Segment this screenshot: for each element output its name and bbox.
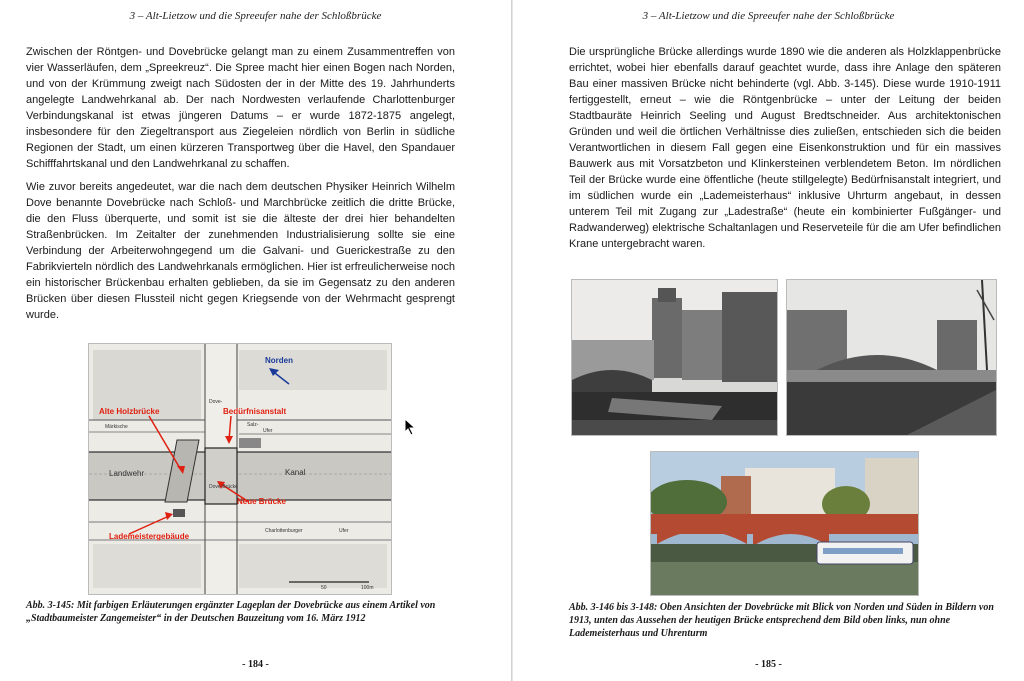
paragraph: Wie zuvor bereits angedeutet, war die nach dem deutschen Physiker Heinrich Wilhelm Dove benannte Dovebrücke nach Schloß- und Marchbrücke zeitlich die dritte Brücke, die den Fluss überquerte, und somit ist sie die älteste der drei hier behandelten Straßenbrücken. Im Zeitalter der zunehmenden Industrialisierung sollte sie eine Verbindung der Arbeiterwohngegend um die Galvani- und Guerickestraße zu den Fabrikvierteln nördlich des Landwehrkanals ermöglichen. Hier ist erfreulicherweise noch ein historischer Brückenbau erhalten geblieben, da sie im Gegensatz zu den anderen Brücken über diesen Flussteil nicht gegen Kriegsende von der Wehrmacht gesprengt wurde. <box>26 181 455 321</box>
right-page <box>513 0 1024 681</box>
mouse-cursor-icon <box>404 418 416 436</box>
left-body-text <box>26 44 455 330</box>
page-number-right: - 185 - <box>755 659 782 670</box>
map-label-maerkische: Märkische <box>105 424 128 430</box>
left-page <box>0 0 511 681</box>
running-header-right: 3 – Alt-Lietzow und die Spreeufer nahe der Schloßbrücke <box>642 10 895 22</box>
figure-caption-left: Abb. 3-145: Mit farbigen Erläuterungen ergänzter Lageplan der Dovebrücke aus einem Artikel von „Stadtbaumeister Zangemeister“ in der Deutschen Bauzeitung vom 16. März 1912 <box>26 600 436 624</box>
map-scale-100: 100m <box>361 585 374 591</box>
figure-caption-right: Abb. 3-146 bis 3-148: Oben Ansichten der Dovebrücke mit Blick von Norden und Süden in Bildern von 1913, unten das Aussehen der heutigen Brücke entsprechend dem Bild oben links, nun ohne Lademeisterhaus und Uhrenturm <box>569 602 994 639</box>
map-label-norden: Norden <box>265 356 293 365</box>
map-label-ufer-lower: Ufer <box>339 528 349 534</box>
running-header-left: 3 – Alt-Lietzow und die Spreeufer nahe der Schloßbrücke <box>129 10 382 22</box>
map-label-charlottenburger: Charlottenburger <box>265 528 303 534</box>
historic-photo-south <box>786 279 997 436</box>
modern-photo-bridge <box>650 451 919 596</box>
map-scale-50: 50 <box>321 585 327 591</box>
site-plan-figure <box>88 343 392 595</box>
map-label-dove-bruecke: Dove-Brücke <box>209 484 238 490</box>
map-label-salz: Salz- <box>247 422 259 428</box>
map-label-ufer: Ufer <box>263 428 273 434</box>
map-label-beduerfnisanstalt: Bedürfnisanstalt <box>223 407 287 416</box>
map-label-landwehr: Landwehr <box>109 469 145 478</box>
right-body-text <box>569 44 1001 259</box>
paragraph: Zwischen der Röntgen- und Dovebrücke gelangt man zu einem Zusammentreffen von vier Wasserläufen, dem „Spreekreuz“. Die Spree macht hier einen Bogen nach Norden, und von der Krümmung zweigt nach Südosten der in der Mitte des 19. Jahrhunderts angelegte Landwehrkanal ab. Der nach Nordwesten verlaufende Charlottenburger Verbindungskanal ist etwas jüngeren Datums – er wurde 1872-1875 angelegt, insbesondere für den Ziegeltransport aus Ziegeleien nördlich von Berlin in südliche Regionen der Stadt, um einen kürzeren Transportweg über die Havel, den Spandauer Schifffahrtskanal und den Landwehrkanal zu schaffen. <box>26 46 455 170</box>
map-label-lademeistergebaeude: Lademeistergebäude <box>109 532 190 541</box>
map-label-dove: Dove- <box>209 399 223 405</box>
map-label-neue-bruecke: Neue Brücke <box>237 497 286 506</box>
page-number-left: - 184 - <box>242 659 269 670</box>
map-label-alte-holzbruecke: Alte Holzbrücke <box>99 407 160 416</box>
paragraph: Die ursprüngliche Brücke allerdings wurde 1890 wie die anderen als Holzklappenbrücke errichtet, wobei hier ebenfalls darauf geachtet wurde, dass ihre Anlage den späteren Bau einer massiven Brücke nicht behinderte (vgl. Abb. 3-145). Diese wurde 1910-1911 fertiggestellt, erneut – wie die Röntgenbrücke – unter der Leitung der beiden Stadtbauräte Heinrich Seeling und August Bredtschneider. Aus architektonischen Gründen und weil die örtlichen Verhältnisse dies zuließen, entschieden sich die beiden Verantwortlichen in diesem Fall gegen eine Eisenkonstruktion und für ein massives Bauwerk aus mit Vorsatzbeton und Klinkersteinen verblendetem Beton. Im nördlichen Teil der Brücke wurde eine öffentliche (heute stillgelegte) Bedürfnisanstalt integriert, und im südlichen wurde ein „Lademeisterhaus“ inklusive Uhrturm angebaut, in dessen unterem Teil mit Zugang zur „Ladestraße“ (heute ein kombinierter Fußgänger- und Radwanderweg) elektrische Schaltanlagen und Reserveteile für die am Ufer befindlichen Krane untergebracht waren. <box>569 46 1001 250</box>
map-label-kanal: Kanal <box>285 468 306 477</box>
historic-photo-north <box>571 279 778 436</box>
